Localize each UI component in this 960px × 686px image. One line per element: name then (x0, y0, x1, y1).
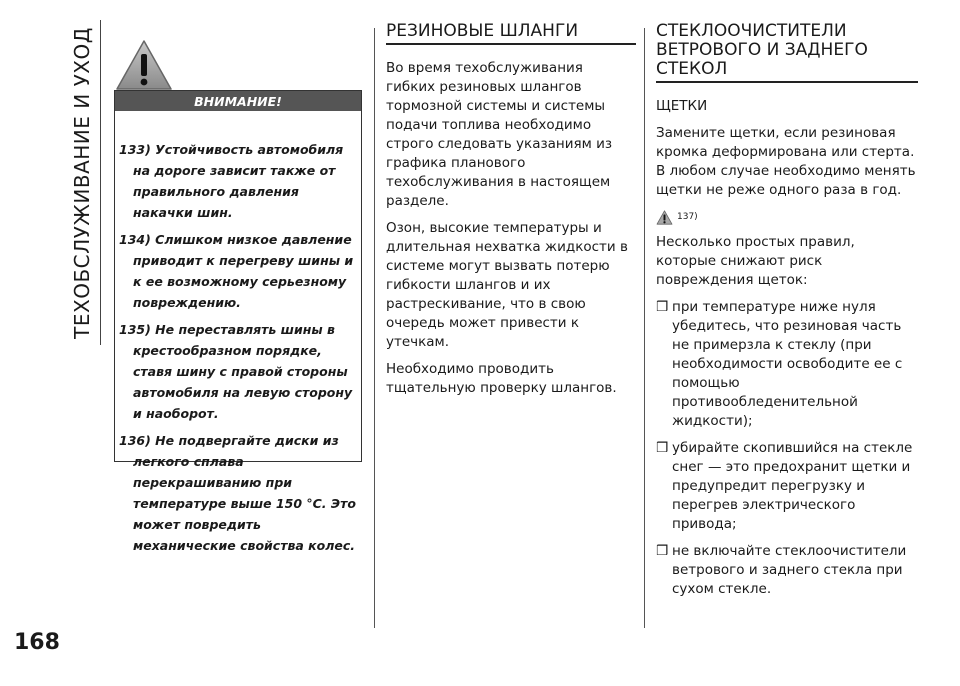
warning-list (115, 111, 361, 556)
wipers-subheading: ЩЕТКИ (656, 98, 708, 114)
list-item (656, 298, 918, 431)
bullet-text: убирайте скопившийся на стекле снег — это предохранит щетки и предупредит перегрузку и перегрев электрического привода; (672, 440, 913, 532)
hoses-heading: РЕЗИНОВЫЕ ШЛАНГИ (386, 21, 579, 41)
wipers-heading-line2: ВЕТРОВОГО И ЗАДНЕГО СТЕКОЛ (656, 40, 868, 79)
hoses-paragraph: Во время техобслуживания гибких резиновых шлангов тормозной системы и системы подачи топлива необходимо строго следовать указаниям из графика планового техобслуживания в настоящем разделе. (386, 60, 613, 209)
hoses-paragraph: Необходимо проводить тщательную проверку шлангов. (386, 361, 617, 396)
list-item (656, 542, 918, 599)
wipers-intro: Замените щетки, если резиновая кромка деформирована или стерта. В любом случае необходимо менять щетки не реже одного раза в год. (656, 125, 916, 198)
warning-title: ВНИМАНИЕ! (115, 91, 361, 111)
hoses-paragraph: Озон, высокие температуры и длительная нехватка жидкости в системе могут вызвать потерю гибкости шлангов и их растрескивание, что в свою очередь может привести к утечкам. (386, 220, 628, 350)
checkbox-bullet-icon: ❒ (656, 440, 669, 456)
warning-box (114, 90, 362, 553)
warning-triangle-small-icon (656, 210, 673, 225)
checkbox-bullet-icon: ❒ (656, 543, 669, 559)
reference-number: 137) (677, 212, 698, 222)
list-item (656, 439, 918, 534)
column-divider-1 (374, 28, 375, 628)
side-section-title: ТЕХОБСЛУЖИВАНИЕ И УХОД (70, 26, 94, 339)
page-number: 168 (14, 630, 60, 655)
heading-rule (656, 81, 918, 83)
checkbox-bullet-icon: ❒ (656, 299, 669, 315)
wipers-section (656, 22, 918, 607)
warning-item: 135) Не переставлять шины в крестообразном порядке, ставя шину с правой стороны автомобиля на левую сторону и наоборот. (119, 322, 353, 421)
column-divider-2 (644, 28, 645, 628)
wipers-heading-line1: СТЕКЛООЧИСТИТЕЛИ (656, 21, 847, 41)
heading-rule (386, 43, 636, 45)
hoses-section (386, 22, 636, 406)
warning-item: 136) Не подвергайте диски из легкого сплава перекрашиванию при температуре выше 150 °С. Это может повредить механические свойства колес. (119, 433, 356, 553)
wipers-rules-intro: Несколько простых правил, которые снижают риск повреждения щеток: (656, 234, 855, 288)
warning-item: 133) Устойчивость автомобиля на дороге зависит также от правильного давления накачки шин. (119, 142, 344, 220)
warning-triangle-icon (114, 38, 174, 92)
side-divider (100, 20, 101, 345)
bullet-text: не включайте стеклоочистители ветрового и заднего стекла при сухом стекле. (672, 543, 907, 597)
warning-item: 134) Слишком низкое давление приводит к перегреву шины и к ее возможному серьезному повреждению. (119, 232, 354, 310)
warning-reference (656, 208, 918, 227)
bullet-text: при температуре ниже нуля убедитесь, что резиновая часть не примерзла к стеклу (при необходимости освободите ее с помощью противообледенительной жидкости); (672, 299, 903, 429)
